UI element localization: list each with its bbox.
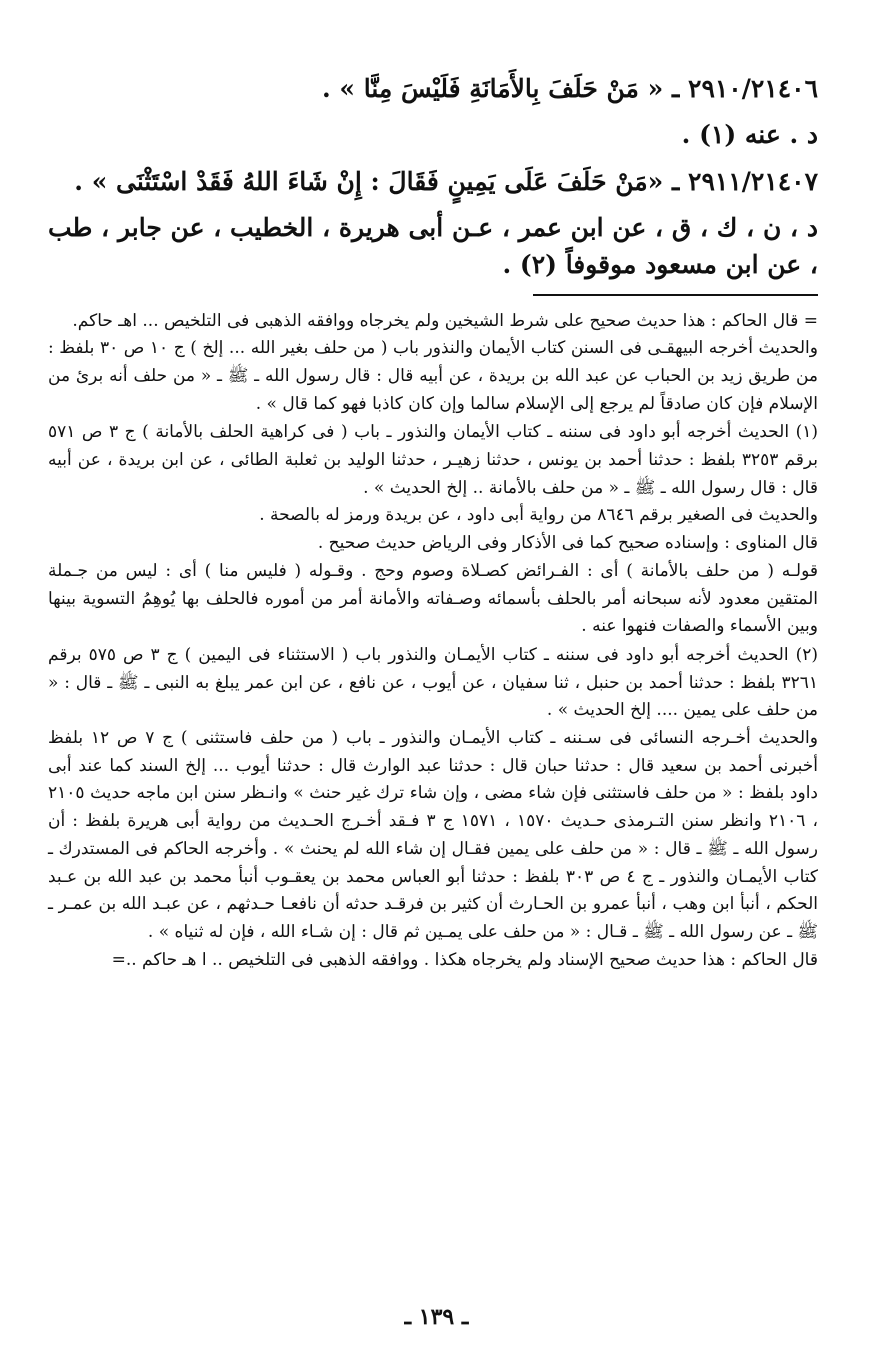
main-text — [48, 70, 818, 284]
footnote-1: (١) الحديث أخرجه أبو داود فى سننه ـ كتاب الأيمان والنذور ـ باب ( فى كراهية الحلف بالأمانة ) ج ٣ ص ٥٧١ برقم ٣٢٥٣ بلفظ : حدثنا أحمد بن يونس ، حدثنا زهيـر ، حدثنا الوليد بن ثعلبة الطائى ، عن ابن بريدة ، عن أبيه قال : قال رسول الله ـ ﷺ ـ « من حلف بالأمانة .. إلخ الحديث » . — [48, 422, 818, 498]
footnote-paragraph: والحديث أخرجه البيهقـى فى السنن كتاب الأيمان والنذور باب ( من حلف بغير الله ... إلخ ) ج ١٠ ص ٣٠ بلفظ : من طريق زيد بن الحباب عن عبد الله بن بريدة ، عن أبيه قال : قال رسول الله ـ ﷺ ـ « من حلف أنه برئ من الإسلام فإن كان صادقاً لم يرجع إلى الإسلام سالما وإن كان كاذبا فهو كما قال » . — [48, 338, 818, 414]
hadith-2910-source: د . عنه (١) . — [681, 119, 818, 149]
footnote-paragraph: والحديث أخـرجه النسائى فى سـننه ـ كتاب الأيمـان والنذور ـ باب ( من حلف فاستثنى ) ج ٧ ص ١٢ بلفظ أخبرنى أحمد بن سعيد قال : حدثنا حبان قال : حدثنا عبد الوارث قال : حدثنا أيوب ... إلخ السند كما عند أبى داود بلفظ : « من حلف فاستثنى فإن شاء مضى ، وإن شاء ترك غير حنث » وانـظر سنن ابن ماجه حديث ٢١٠٥ ، ٢١٠٦ وانظر سنن التـرمذى حـديث ١٥٧٠ ، ١٥٧١ ج ٣ فـقد أخـرج الحـديث من رواية أبى هريرة بلفظ : أن رسول الله ـ ﷺ ـ قال : « من حلف على يمين فقـال إن شاء الله لم يحنث » . وأخرجه الحاكم فى المستدرك ـ كتاب الأيمـان والنذور ـ ج ٤ ص ٣٠٣ بلفظ : حدثنا أبو العباس محمد بن يعقـوب أنبأ محمد بن عبد الله بن عـبد الحكم ، أنبأ ابن وهب ، أنبأ عمرو بن الحـارث أن كثير بن فرقـد حدثه أن نافعـا حـدثهم ، عن عبـد الله بن عمـر ـ ﷺ ـ عن رسول الله ـ ﷺ ـ قـال : « من حلف على يمـين ثم قال : إن شـاء الله ، فإن له ثنياه » . — [48, 728, 819, 942]
page-body — [48, 70, 818, 974]
page-number: ـ ١٣٩ ـ — [404, 1304, 469, 1330]
footnote-paragraph: قولـه ( من حلف بالأمانة ) أى : الفـرائض كصـلاة وصوم وحج . وقـوله ( فليس منا ) أى : ليس من جـملة المتقين معدود لأنه سبحانه أمر بالحلف بأسمائه وصـفاته والأمانة أمر من أموره فالحلف بها يُوهِمُ التسوية بينها وبين الأسماء والصفات فنهوا عنه . — [48, 560, 818, 637]
hadith-2910: ٢٩١٠/٢١٤٠٦ ـ « مَنْ حَلَفَ بِالأَمَانَةِ فَلَيْسَ مِنَّا » . — [321, 74, 818, 103]
footnote-paragraph: والحديث فى الصغير برقم ٨٦٤٦ من رواية أبى داود ، عن بريدة ورمز له بالصحة . — [259, 505, 818, 526]
footnote-paragraph: قال المناوى : وإسناده صحيح كما فى الأذكار وفى الرياض حديث صحيح . — [317, 533, 818, 554]
hadith-2911: ٢٩١١/٢١٤٠٧ ـ «مَنْ حَلَفَ عَلَى يَمِينٍ فَقَالَ : إِنْ شَاءَ اللهُ فَقَدْ اسْتَثْنَى » . — [74, 167, 818, 196]
footnote-separator — [533, 294, 818, 296]
footnote-paragraph: = قال الحاكم : هذا حديث صحيح على شرط الشيخين ولم يخرجاه ووافقه الذهبى فى التلخيص ... اهـ حاكم. — [72, 310, 818, 331]
footnote-2: (٢) الحديث أخرجه أبو داود فى سننه ـ كتاب الأيمـان والنذور باب ( الاستثناء فى اليمين ) ج ٣ ص ٥٧٥ برقم ٣٢٦١ بلفظ : حدثنا أحمد بن حنبل ، ثنا سفيان ، عن أيوب ، عن نافع ، عن ابن عمر يبلغ به النبى ـ ﷺ ـ قال : « من حلف على يمين .... إلخ الحديث » . — [48, 644, 818, 721]
hadith-2911-source: د ، ن ، ك ، ق ، عن ابن عمر ، عـن أبى هريرة ، الخطيب ، عن جابر ، طب ، عن ابن مسعود موقوفاً (٢) . — [48, 212, 818, 279]
footnote-paragraph: قال الحاكم : هذا حديث صحيح الإسناد ولم يخرجاه هكذا . ووافقه الذهبى فى التلخيص .. ا هـ حاكم ..= — [111, 949, 818, 970]
footnotes — [48, 308, 818, 975]
